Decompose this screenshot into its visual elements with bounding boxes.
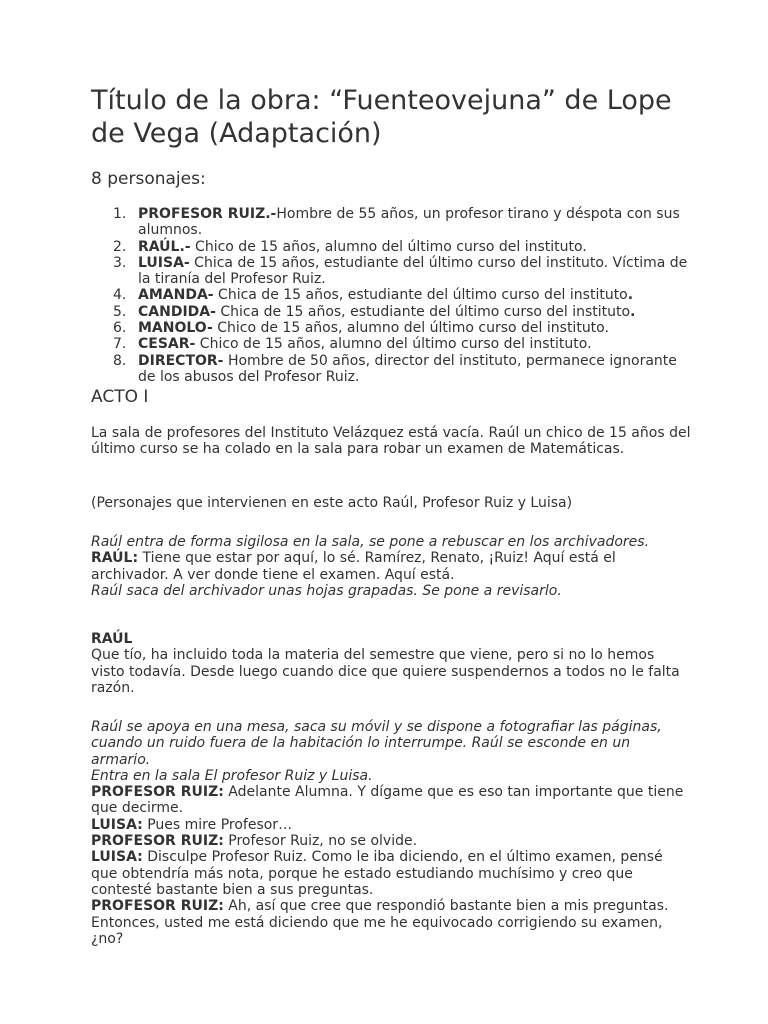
stage-direction: Raúl saca del archivador unas hojas grapadas. Se pone a revisarlo. [91,582,562,599]
list-item: 7. CESAR- Chico de 15 años, alumno del último curso del instituto. [113,336,592,353]
cast-heading: 8 personajes: [91,169,206,189]
speaker-name: PROFESOR RUIZ: [91,833,224,850]
dialogue-text: Pues mire Profesor… [142,816,293,833]
act-characters: (Personajes que intervienen en este acto Raúl, Profesor Ruiz y Luisa) [91,495,573,511]
intro-paragraph: La sala de profesores del Instituto Velázquez está vacía. Raúl un chico de 15 años del último curso se ha colado en la sala para robar un examen de Matemáticas. [91,425,691,458]
dialogue-text: Profesor Ruiz, no se olvide. [223,833,418,850]
page-title: Título de la obra: “Fuenteovejuna” de Lope de Vega (Adaptación) [91,85,672,149]
stage-direction: Entra en la sala El profesor Ruiz y Luisa. [91,767,373,784]
cast-list [91,206,691,385]
list-item: 8. DIRECTOR- Hombre de 50 años, director del instituto, permanece ignorante de los abusos del Profesor Ruiz. [113,352,677,385]
scene-block-2 [91,631,691,696]
list-item: 1. PROFESOR RUIZ.-Hombre de 55 años, un profesor tirano y déspota con sus alumnos. [113,206,680,239]
speaker-name: PROFESOR RUIZ: [91,898,224,915]
speaker-name: LUISA: [91,816,143,833]
speaker-name: RAÚL [91,631,133,647]
dialogue-text: Tiene que estar por aquí, lo sé. Ramírez, Renato, ¡Ruiz! Aquí está el archivador. A ver donde tiene el examen. Aquí está. [91,550,616,583]
list-item: 5. CANDIDA- Chica de 15 años, estudiante del último curso del instituto. [113,303,636,320]
scene-block-3 [91,719,691,947]
speaker-name: RAÚL: [91,550,139,567]
list-item: 3. LUISA- Chica de 15 años, estudiante del último curso del instituto. Víctima de la tiranía del Profesor Ruiz. [113,254,688,288]
list-item: 4. AMANDA- Chica de 15 años, estudiante del último curso del instituto. [113,287,634,304]
stage-direction: Raúl se apoya en una mesa, saca su móvil y se dispone a fotografiar las páginas, cuando un ruido fuera de la habitación lo interrumpe. Raúl se esconde en un armario. [91,719,662,768]
dialogue-text: Adelante Alumna. Y dígame que es eso tan importante que tiene que decirme. [91,784,684,817]
stage-direction: Raúl entra de forma sigilosa en la sala, se pone a rebuscar en los archivadores. [91,534,650,550]
speaker-name: LUISA: [91,849,143,866]
scene-block-1 [91,534,691,599]
dialogue-text: Ah, así que cree que respondió bastante bien a mis preguntas. Entonces, usted me está diciendo que me he equivocado corrigiendo su examen, ¿no? [91,898,669,947]
dialogue-text: Disculpe Profesor Ruiz. Como le iba diciendo, en el último examen, pensé que obtendría más nota, porque he estado estudiando muchísimo y creo que contesté bastante bien a sus preguntas. [91,849,663,898]
speaker-name: PROFESOR RUIZ: [91,784,224,801]
list-item: 6. MANOLO- Chico de 15 años, alumno del último curso del instituto. [113,320,609,337]
act-heading: ACTO I [91,387,149,407]
dialogue-text: Que tío, ha incluido toda la materia del semestre que viene, pero si no lo hemos visto todavía. Desde luego cuando dice que quiere suspendernos a todos no le falta razón. [91,647,680,696]
list-item: 2. RAÚL.- Chico de 15 años, alumno del último curso del instituto. [113,238,587,255]
